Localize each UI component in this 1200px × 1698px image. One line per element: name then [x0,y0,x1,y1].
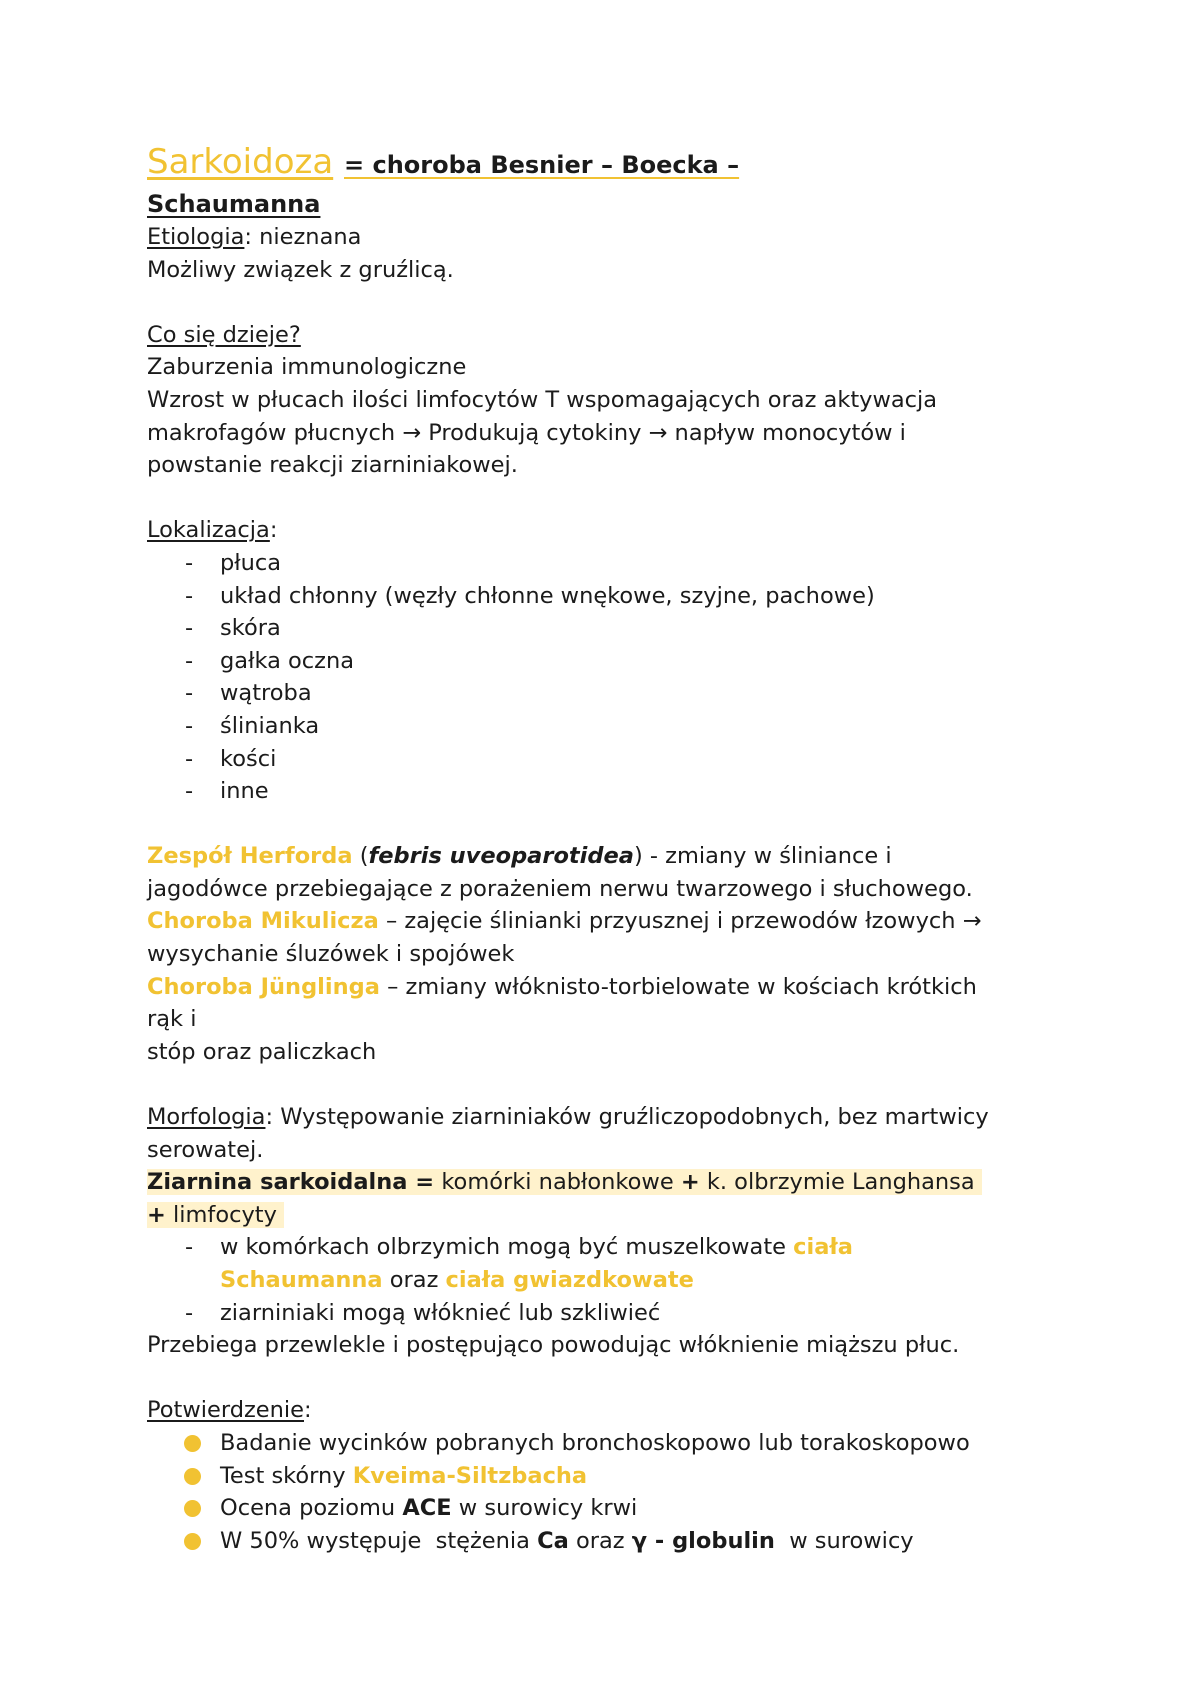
title-main: Sarkoidoza [147,142,334,182]
spacer [147,1068,1077,1101]
conf-post: w surowicy krwi [451,1495,638,1522]
list-item [147,1492,1077,1525]
morph-accent1b: Schaumanna [220,1267,383,1293]
etiology-label: Etiologia [147,224,245,250]
etiology-line [147,221,1077,254]
junglinga-name: Choroba Jünglinga [147,973,380,1000]
list-item: - płuca [147,547,1077,580]
morph-mid: oraz [382,1267,446,1293]
title-rest: = choroba Besnier – Boecka – [344,151,740,179]
mikulicz-name: Choroba Mikulicza [147,908,379,935]
spacer [147,482,1077,515]
title-line [147,140,1077,187]
list-item: - skóra [147,612,1077,645]
herford-latin: febris uveoparotidea [368,843,634,870]
morphology-label: Morfologia [147,1104,266,1131]
localization-colon: : [269,517,278,544]
conf-text: Badanie wycinków pobranych bronchoskopowo lub torakoskopowo [220,1429,970,1456]
mechanism-line: Wzrost w płucach ilości limfocytów T wspomagających oraz aktywacja [147,386,938,413]
list-item: - ziarniniaki mogą włóknieć lub szkliwieć [147,1297,1077,1330]
localization-label: Lokalizacja [147,517,270,544]
conf-accent: Kveima-Siltzbacha [352,1462,588,1489]
bullet-icon [184,1500,201,1517]
granule-rest2: k. olbrzymie Langhansa [699,1169,975,1196]
herford-paren: ( [352,843,369,870]
title-second: Schaumanna [147,190,321,218]
list-item [147,1231,1077,1264]
granule-highlight2 [147,1202,284,1228]
granule-bold: Ziarnina sarkoidalna = [147,1169,435,1196]
bullet-icon [184,1468,201,1485]
herford-line2: jagodówce przebiegające z porażeniem nerwu twarzowego i słuchowego. [147,875,973,902]
conf-bold2: γ - globulin [631,1527,775,1554]
morphology-line [147,1101,1077,1134]
morph-pre: w komórkach olbrzymich mogą być muszelkowate [220,1234,794,1261]
junglinga-rest: – zmiany włóknisto-torbielowate w kościach krótkich [379,973,977,1000]
list-item [147,1460,1077,1493]
granule-line [147,1166,1077,1199]
morphology-course: Przebiega przewlekle i postępująco powodując włóknienie miąższu płuc. [147,1332,960,1359]
mechanism-heading: Co się dzieje? [147,321,301,348]
list-item: - wątroba [147,677,1077,710]
etiology-note: Możliwy związek z gruźlicą. [147,256,454,283]
mikulicz-rest: – zajęcie ślinianki przyusznej i przewodów łzowych → [378,908,982,935]
conf-bold1: Ca [537,1527,569,1554]
confirmation-colon: : [304,1397,312,1424]
list-item-continuation [147,1264,1077,1297]
conf-mid: oraz [568,1527,632,1554]
confirmation-list [147,1427,1077,1557]
localization-heading [147,514,1077,547]
morph-accent2: ciała gwiazdkowate [445,1267,694,1293]
document-body [147,140,1077,1557]
conf-post: w surowicy [774,1527,914,1554]
conf-pre: Ocena poziomu [220,1495,403,1522]
list-item [147,1427,1077,1460]
list-item: - ślinianka [147,710,1077,743]
herford-name: Zespół Herforda [147,843,353,870]
morph-accent1: ciała [793,1234,853,1261]
bullet-icon [184,1533,201,1550]
etiology-value: : nieznana [244,224,362,250]
list-item: - inne [147,775,1077,808]
conf-pre: Test skórny [220,1462,353,1489]
list-item: - gałka oczna [147,645,1077,678]
granule-rest: komórki nabłonkowe [434,1169,681,1196]
title-second-line [147,187,1077,221]
conf-bold: ACE [402,1495,452,1522]
spacer [147,808,1077,841]
herford-rest: ) - zmiany w śliniance i [633,843,892,870]
plus-sign: + [680,1169,700,1196]
plus-sign: + [147,1201,166,1228]
mikulicz-line [147,905,1077,938]
morphology-line2: serowatej. [147,1136,264,1163]
herford-line [147,840,1077,873]
granule-highlight [147,1169,982,1195]
bullet-icon [184,1435,201,1452]
granule-line2 [147,1199,1077,1232]
mechanism-line: makrofagów płucnych → Produkują cytokiny → napływ monocytów i [147,419,906,446]
mechanism-line: powstanie reakcji ziarniniakowej. [147,452,518,479]
localization-list [147,547,1077,808]
spacer [147,286,1077,319]
list-item [147,1525,1077,1558]
mechanism-line: Zaburzenia immunologiczne [147,354,467,381]
list-item: - kości [147,743,1077,776]
morphology-list [147,1231,1077,1329]
spacer [147,1362,1077,1395]
conf-pre: W 50% występuje stężenia [220,1527,538,1554]
granule-line2-text: limfocyty [165,1201,277,1228]
confirmation-label: Potwierdzenie [147,1397,304,1424]
junglinga-line3: stóp oraz paliczkach [147,1038,377,1065]
morphology-text: : Występowanie ziarniniaków gruźliczopodobnych, bez martwicy [265,1104,989,1131]
confirmation-heading [147,1394,1077,1427]
mikulicz-line2: wysychanie śluzówek i spojówek [147,941,515,968]
junglinga-line [147,971,1077,1004]
list-item: - układ chłonny (węzły chłonne wnękowe, szyjne, pachowe) [147,580,1077,613]
junglinga-line2: rąk i [147,1006,197,1033]
